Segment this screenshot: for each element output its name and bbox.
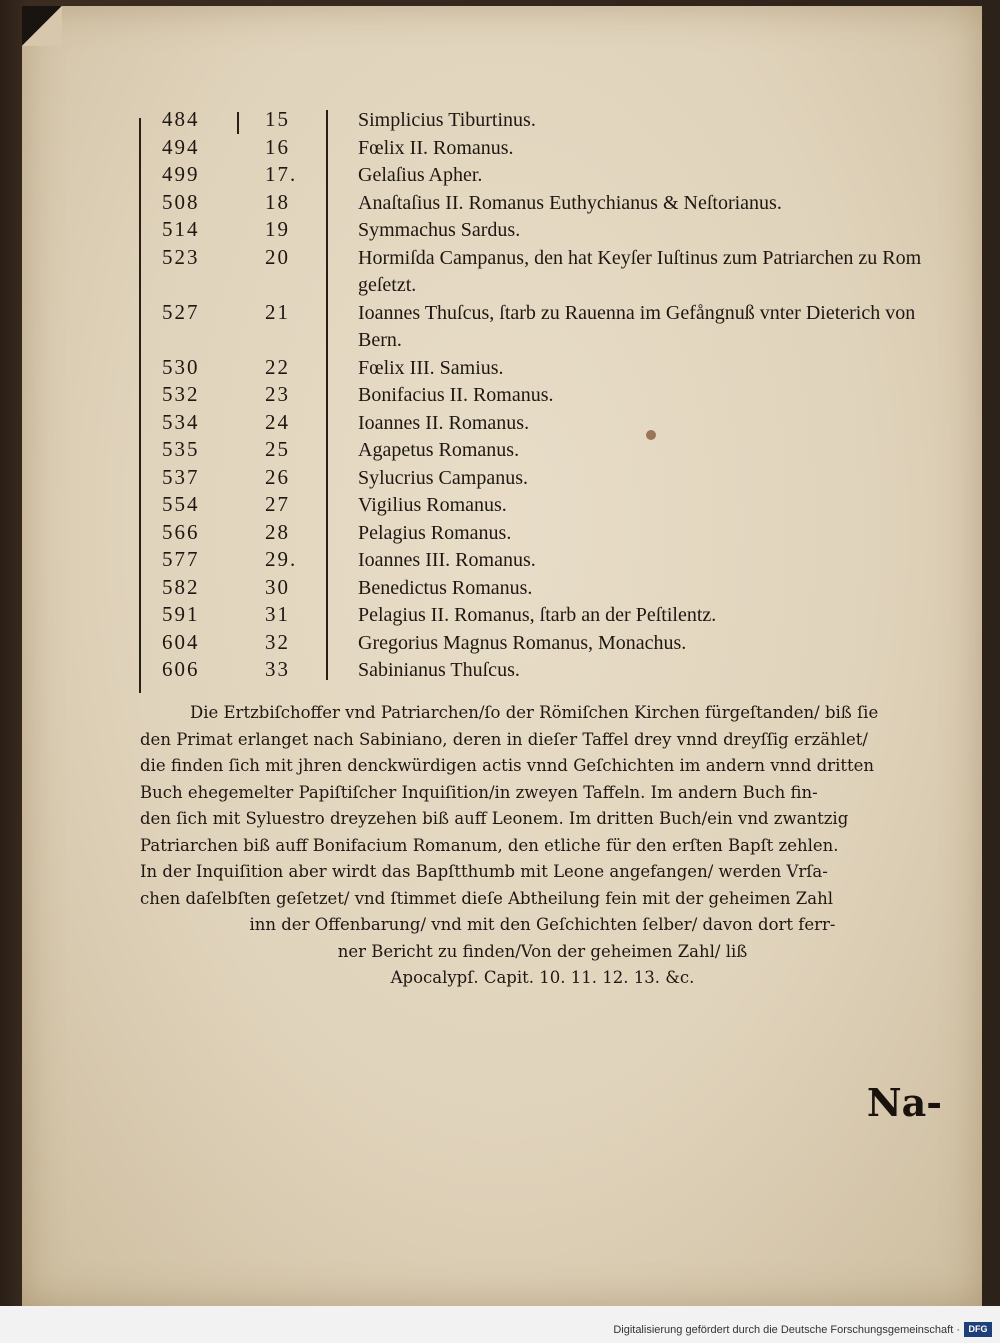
sequence-number-cell: 27 [265, 492, 290, 516]
pope-name-cell: Pelagius II. Romanus, ſtarb an der Peſtilentz. [358, 604, 717, 626]
sequence-number-cell: 26 [265, 464, 290, 489]
year-cell: 535 [162, 437, 200, 461]
table-row [118, 300, 938, 355]
pope-name-cell: Ioannes II. Romanus. [358, 411, 530, 434]
year-cell: 514 [162, 217, 200, 241]
dfg-logo: DFG [964, 1322, 992, 1337]
sequence-number-cell: 23 [265, 382, 290, 406]
table-row [118, 437, 938, 465]
year-cell: 530 [162, 354, 200, 379]
commentary-paragraph [140, 700, 945, 992]
pope-name-cell: Fœlix III. Samius. [358, 356, 504, 379]
sequence-number-cell: 25 [265, 437, 290, 461]
table-row [118, 410, 938, 438]
year-cell: 527 [162, 299, 200, 324]
table-row [118, 162, 938, 190]
table-row [118, 520, 938, 548]
year-cell: 532 [162, 382, 200, 406]
paragraph-line: ner Bericht zu finden/Von der geheimen Zahl/ liß [337, 941, 748, 961]
pope-name-cell: Hormiſda Campanus, den hat Keyſer Iuſtinus zum Patriarchen zu Rom geſetzt. [358, 246, 922, 296]
sequence-number-cell: 30 [265, 574, 290, 599]
sequence-number-cell: 19 [265, 217, 290, 241]
paragraph-line: den Primat erlanget nach Sabiniano, deren in dieſer Taffel drey vnnd dreyſſig erzählet/ [140, 729, 868, 749]
paragraph-line: den ſich mit Syluestro dreyzehen biß auff Leonem. Im dritten Buch/ein vnd zwantzig [140, 809, 849, 828]
pope-name-cell: Simplicius Tiburtinus. [358, 109, 536, 131]
table-row [118, 217, 938, 245]
sequence-number-cell: 21 [265, 299, 290, 324]
pope-name-cell: Symmachus Sardus. [358, 219, 521, 241]
year-cell: 484 [162, 107, 200, 131]
paragraph-line: Patriarchen biß auff Bonifacium Romanum, den etliche für den erſten Bapſt zehlen. [140, 835, 839, 855]
year-cell: 523 [162, 244, 200, 269]
year-cell: 554 [162, 492, 200, 516]
footer-credit: Digitalisierung gefördert durch die Deutsche Forschungsgemeinschaft · [613, 1324, 960, 1336]
pope-name-cell: Ioannes III. Romanus. [358, 549, 536, 571]
pope-name-cell: Sabinianus Thuſcus. [358, 659, 520, 681]
table-row [118, 135, 938, 163]
year-cell: 606 [162, 657, 200, 681]
table-row [118, 355, 938, 383]
year-cell: 494 [162, 134, 200, 159]
table-row [118, 630, 938, 658]
sequence-number-cell: 16 [265, 134, 290, 159]
table-row [118, 657, 938, 685]
pope-name-cell: Gregorius Magnus Romanus, Monachus. [358, 631, 687, 654]
paragraph-line: chen daſelbſten geſetzet/ vnd ſtimmet dieſe Abtheilung fein mit der geheimen Zahl [140, 888, 834, 908]
year-cell: 566 [162, 519, 200, 544]
pope-name-cell: Gelaſius Apher. [358, 164, 483, 186]
table-row [118, 190, 938, 218]
paragraph-line: die finden ſich mit jhren denckwürdigen actis vnnd Geſchichten im andern vnnd dritten [140, 756, 875, 775]
table-row [118, 245, 938, 300]
year-cell: 508 [162, 189, 200, 214]
pope-name-cell: Agapetus Romanus. [358, 439, 520, 461]
pope-name-cell: Vigilius Romanus. [358, 494, 507, 516]
pope-name-cell: Sylucrius Campanus. [358, 466, 528, 489]
paragraph-line: Buch ehegemelter Papiſtiſcher Inquiſition/in zweyen Taffeln. Im andern Buch fin- [140, 782, 818, 802]
sequence-number-cell: 28 [265, 519, 290, 544]
paragraph-line: Die Ertzbiſchoffer vnd Patriarchen/ſo der Römiſchen Kirchen fürgeſtanden/ biß ſie [190, 703, 879, 722]
table-row [118, 107, 938, 135]
table-row [118, 602, 938, 630]
year-cell: 499 [162, 162, 200, 186]
pope-name-cell: Anaſtaſius II. Romanus Euthychianus & Neſtorianus. [358, 191, 782, 214]
year-cell: 577 [162, 547, 200, 571]
year-cell: 582 [162, 574, 200, 599]
sequence-number-cell: 20 [265, 244, 290, 269]
table-row [118, 382, 938, 410]
paragraph-line: In der Inquiſition aber wirdt das Bapſtthumb mit Leone angefangen/ werden Vrſa- [140, 862, 828, 881]
sequence-number-cell: 33 [265, 657, 290, 681]
sequence-number-cell: 18 [265, 189, 290, 214]
pope-name-cell: Bonifacius II. Romanus. [358, 384, 554, 406]
sequence-number-cell: 15 [265, 107, 290, 131]
sequence-number-cell: 24 [265, 409, 290, 434]
sequence-number-cell: 17. [265, 162, 298, 186]
year-cell: 591 [162, 602, 200, 626]
paragraph-line: Apocalypſ. Capit. 10. 11. 12. 13. &c. [390, 968, 695, 987]
year-cell: 534 [162, 409, 200, 434]
table-row [118, 465, 938, 493]
sequence-number-cell: 31 [265, 602, 290, 626]
table-row [118, 492, 938, 520]
sequence-number-cell: 32 [265, 629, 290, 654]
torn-corner [22, 6, 62, 46]
pope-name-cell: Ioannes Thuſcus, ſtarb zu Rauenna im Gefångnuß vnter Dieterich von Bern. [358, 301, 916, 351]
catchword: Na- [866, 1080, 942, 1125]
pope-name-cell: Pelagius Romanus. [358, 521, 512, 544]
table-row [118, 547, 938, 575]
year-cell: 537 [162, 464, 200, 489]
sequence-number-cell: 29. [265, 547, 298, 571]
sequence-number-cell: 22 [265, 354, 290, 379]
pope-name-cell: Fœlix II. Romanus. [358, 136, 514, 159]
papal-succession-table [118, 107, 938, 685]
table-row [118, 575, 938, 603]
pope-name-cell: Benedictus Romanus. [358, 576, 533, 599]
year-cell: 604 [162, 629, 200, 654]
paragraph-line: inn der Offenbarung/ vnd mit den Geſchichten ſelber/ davon dort ferr- [249, 915, 836, 934]
